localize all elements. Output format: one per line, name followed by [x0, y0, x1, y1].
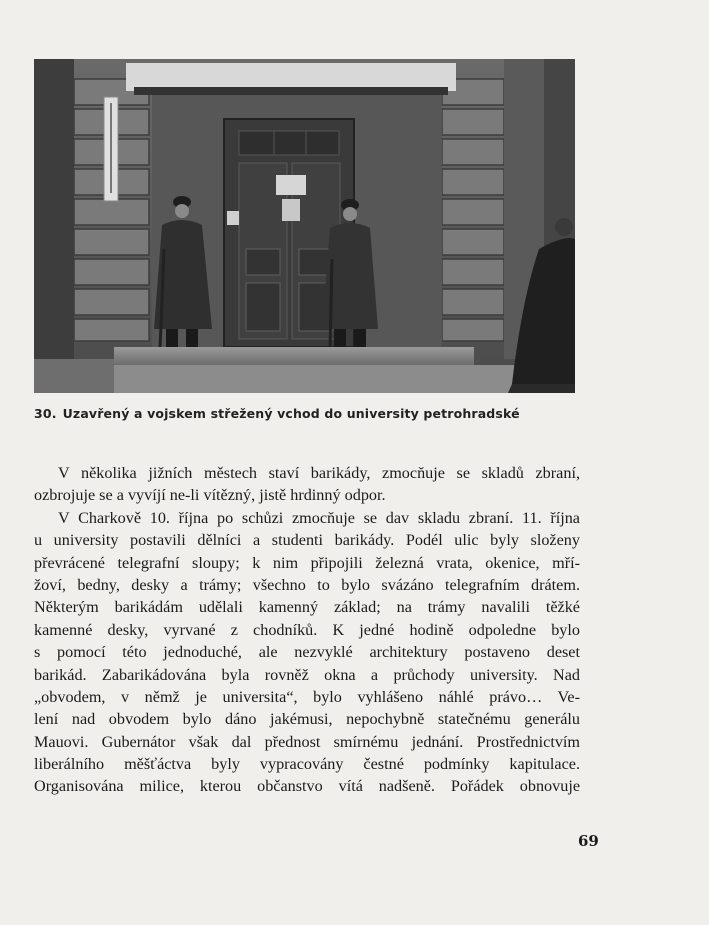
paragraph-2 [34, 507, 580, 798]
text-line: V Charkově 10. října po schůzi zmocňuje se dav skladu zbraní. 11. října [58, 508, 580, 527]
figure-caption-text: Uzavřený a vojskem střežený vchod do university petrohradské [62, 406, 520, 421]
photograph-university-entrance [34, 59, 575, 393]
text-line: „obvodem, v němž je universita“, bylo vyhlášeno náhlé právo… Ve- [34, 687, 580, 706]
text-line: Mauovi. Gubernátor však dal přednost smírnému jednání. Prostřednictvím [34, 732, 580, 751]
photograph-icon [34, 59, 575, 393]
text-line: žoví, bedny, desky a trámy; všechno to bylo svázáno telegrafním drátem. [34, 575, 580, 594]
text-line: u university postavili dělníci a studenti barikády. Podél ulic byly složeny [34, 531, 580, 550]
text-line: s pomocí této jednoduché, ale nezvyklé architektury postaveno deset [34, 643, 580, 662]
text-line: Některým barikádám udělali kamenný základ; na trámy navalili těžké [34, 598, 580, 617]
body-text [34, 462, 580, 798]
text-line: liberálního měšťáctva byly vypracovány čestné podmínky kapitulace. [34, 755, 580, 774]
paragraph-1 [34, 462, 580, 507]
figure-number: 30. [34, 406, 57, 421]
text-line: převrácené telegrafní sloupy; k nim připojili železná vrata, okenice, mří- [34, 553, 580, 572]
text-line: ozbrojuje se a vyvíjí ne-li vítězný, jistě hrdinný odpor. [34, 486, 386, 505]
page-number: 69 [578, 832, 599, 850]
text-line: lení nad obvodem bylo dáno jakémusi, nepochybně statečnému generálu [34, 710, 580, 729]
text-line: kamenné desky, vyrvané z chodníků. K jedné hodině odpoledne bylo [34, 620, 580, 639]
text-line: barikád. Zabarikádována byla rovněž okna a průchody university. Nad [34, 665, 580, 684]
figure-caption [34, 406, 594, 421]
text-line: Organisována milice, kterou občanstvo vítá nadšeně. Pořádek obnovuje [34, 777, 580, 796]
text-line: V několika jižních městech staví barikády, zmocňuje se skladů zbraní, [58, 464, 580, 482]
